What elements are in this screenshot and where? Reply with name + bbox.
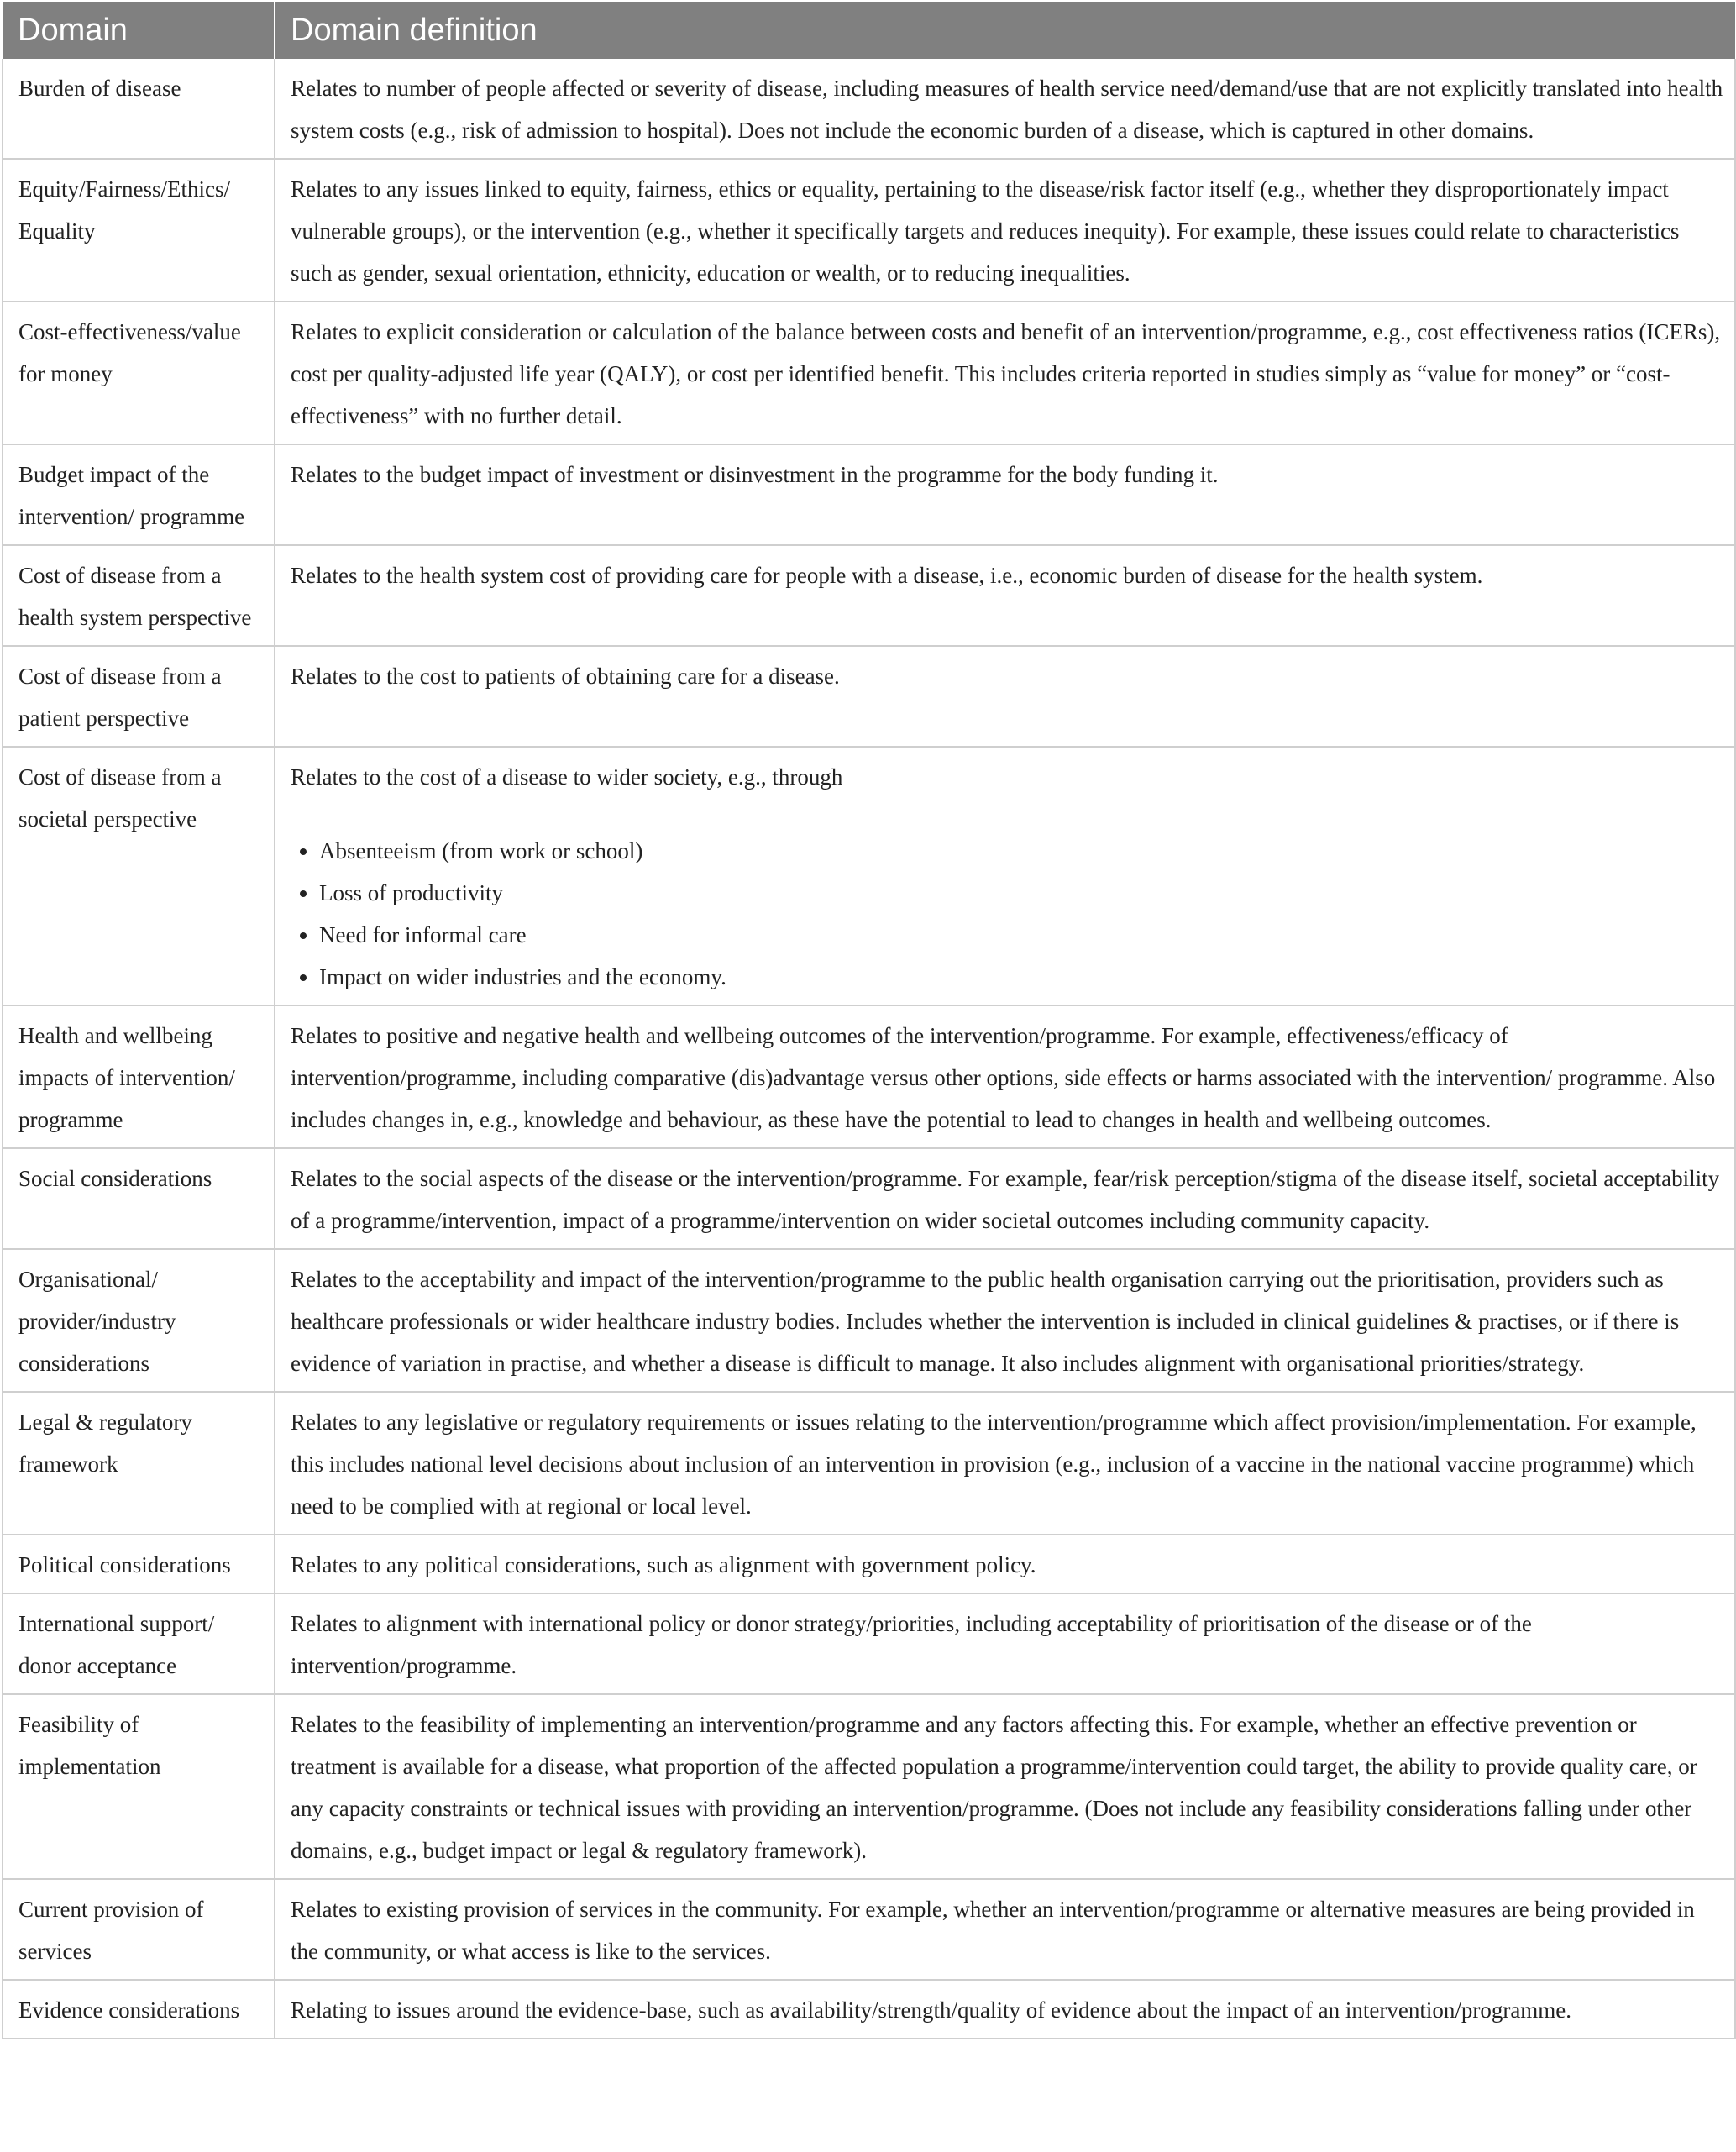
domain-cell: International support/ donor acceptance bbox=[3, 1593, 275, 1694]
table-row bbox=[3, 1535, 1735, 1593]
definition-cell: Relates to explicit consideration or calculation of the balance between costs and benefit of an intervention/programme, e.g., cost effectiveness ratios (ICERs), cost per quality-adjusted life year (QALY), or cost per identified benefit. This includes criteria reported in studies simply as “value for money” or “cost-effectiveness” with no further detail. bbox=[275, 302, 1735, 444]
table-row bbox=[3, 747, 1735, 1005]
definition-cell: Relates to any legislative or regulatory requirements or issues relating to the intervention/programme which affect provision/implementation. For example, this includes national level decisions about inclusion of an intervention in provision (e.g., inclusion of a vaccine in the national vaccine programme) which need to be complied with at regional or local level. bbox=[275, 1392, 1735, 1535]
domain-cell: Health and wellbeing impacts of intervention/ programme bbox=[3, 1005, 275, 1148]
definition-cell: Relates to existing provision of services in the community. For example, whether an intervention/programme or alternative measures are being provided in the community, or what access is like to the services. bbox=[275, 1879, 1735, 1980]
domain-cell: Cost-effectiveness/value for money bbox=[3, 302, 275, 444]
table-row bbox=[3, 302, 1735, 444]
definition-cell: Relates to any political considerations, such as alignment with government policy. bbox=[275, 1535, 1735, 1593]
domains-table-container bbox=[2, 2, 1734, 2039]
definition-bullet-list bbox=[291, 830, 1726, 998]
header-domain: Domain bbox=[3, 2, 275, 59]
definition-text: Relates to the cost of a disease to wider society, e.g., through bbox=[291, 764, 843, 790]
table-row bbox=[3, 1879, 1735, 1980]
table-row bbox=[3, 1694, 1735, 1879]
definition-cell bbox=[275, 747, 1735, 1005]
domain-cell: Budget impact of the intervention/ programme bbox=[3, 444, 275, 545]
domains-table bbox=[2, 2, 1736, 2039]
table-body bbox=[3, 59, 1735, 2039]
table-row bbox=[3, 1005, 1735, 1148]
domain-cell: Equity/Fairness/Ethics/ Equality bbox=[3, 159, 275, 302]
header-domain-definition: Domain definition bbox=[275, 2, 1735, 59]
domain-cell: Burden of disease bbox=[3, 59, 275, 159]
table-row bbox=[3, 1249, 1735, 1392]
table-row bbox=[3, 159, 1735, 302]
domain-cell: Cost of disease from a patient perspective bbox=[3, 646, 275, 747]
table-row bbox=[3, 444, 1735, 545]
definition-cell: Relates to the cost to patients of obtaining care for a disease. bbox=[275, 646, 1735, 747]
table-row bbox=[3, 1980, 1735, 2039]
definition-cell: Relates to the budget impact of investment or disinvestment in the programme for the body funding it. bbox=[275, 444, 1735, 545]
domain-cell: Current provision of services bbox=[3, 1879, 275, 1980]
domain-cell: Feasibility of implementation bbox=[3, 1694, 275, 1879]
domain-cell: Legal & regulatory framework bbox=[3, 1392, 275, 1535]
domain-cell: Evidence considerations bbox=[3, 1980, 275, 2039]
table-header bbox=[3, 2, 1735, 59]
definition-cell: Relates to number of people affected or severity of disease, including measures of health service need/demand/use that are not explicitly translated into health system costs (e.g., risk of admission to hospital). Does not include the economic burden of a disease, which is captured in other domains. bbox=[275, 59, 1735, 159]
domain-cell: Political considerations bbox=[3, 1535, 275, 1593]
table-row bbox=[3, 1593, 1735, 1694]
domain-cell: Cost of disease from a societal perspective bbox=[3, 747, 275, 1005]
definition-cell: Relates to the social aspects of the disease or the intervention/programme. For example, fear/risk perception/stigma of the disease itself, societal acceptability of a programme/intervention, impact of a programme/intervention on wider societal outcomes including community capacity. bbox=[275, 1148, 1735, 1249]
bullet-item: • Impact on wider industries and the economy. bbox=[319, 956, 1726, 998]
header-row bbox=[3, 2, 1735, 59]
definition-cell: Relates to the acceptability and impact of the intervention/programme to the public health organisation carrying out the prioritisation, providers such as healthcare professionals or wider healthcare industry bodies. Includes whether the intervention is included in clinical guidelines & practises, or if there is evidence of variation in practise, and whether a disease is difficult to manage. It also includes alignment with organisational priorities/strategy. bbox=[275, 1249, 1735, 1392]
domain-cell: Cost of disease from a health system perspective bbox=[3, 545, 275, 646]
table-row bbox=[3, 545, 1735, 646]
definition-cell: Relates to the health system cost of providing care for people with a disease, i.e., economic burden of disease for the health system. bbox=[275, 545, 1735, 646]
definition-cell: Relates to positive and negative health and wellbeing outcomes of the intervention/programme. For example, effectiveness/efficacy of intervention/programme, including comparative (dis)advantage versus other options, side effects or harms associated with the intervention/ programme. Also includes changes in, e.g., knowledge and behaviour, as these have the potential to lead to changes in health and wellbeing outcomes. bbox=[275, 1005, 1735, 1148]
definition-cell: Relates to the feasibility of implementing an intervention/programme and any factors affecting this. For example, whether an effective prevention or treatment is available for a disease, what proportion of the affected population a programme/intervention could target, the ability to provide quality care, or any capacity constraints or technical issues with providing an intervention/programme. (Does not include any feasibility considerations falling under other domains, e.g., budget impact or legal & regulatory framework). bbox=[275, 1694, 1735, 1879]
table-row bbox=[3, 646, 1735, 747]
bullet-item: • Loss of productivity bbox=[319, 872, 1726, 914]
bullet-item: • Need for informal care bbox=[319, 914, 1726, 956]
definition-cell: Relates to alignment with international policy or donor strategy/priorities, including acceptability of prioritisation of the disease or of the intervention/programme. bbox=[275, 1593, 1735, 1694]
table-row bbox=[3, 1148, 1735, 1249]
definition-cell: Relates to any issues linked to equity, fairness, ethics or equality, pertaining to the disease/risk factor itself (e.g., whether they disproportionately impact vulnerable groups), or the intervention (e.g., whether it specifically targets and reduces inequity). For example, these issues could relate to characteristics such as gender, sexual orientation, ethnicity, education or wealth, or to reducing inequalities. bbox=[275, 159, 1735, 302]
domain-cell: Social considerations bbox=[3, 1148, 275, 1249]
table-row bbox=[3, 59, 1735, 159]
domain-cell: Organisational/ provider/industry considerations bbox=[3, 1249, 275, 1392]
table-row bbox=[3, 1392, 1735, 1535]
definition-cell: Relating to issues around the evidence-base, such as availability/strength/quality of evidence about the impact of an intervention/programme. bbox=[275, 1980, 1735, 2039]
bullet-item: • Absenteeism (from work or school) bbox=[319, 830, 1726, 872]
